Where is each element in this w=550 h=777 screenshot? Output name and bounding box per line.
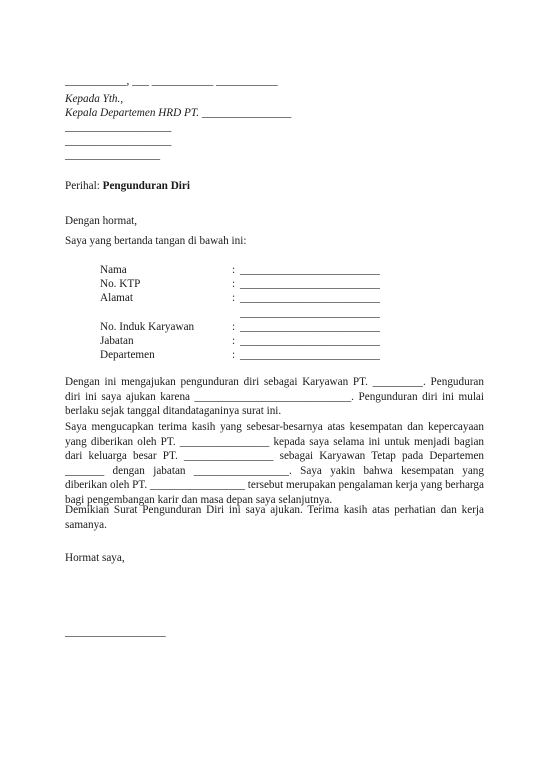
- intro-text: Saya yang bertanda tangan di bawah ini:: [65, 235, 247, 247]
- address-line-3: _________________: [65, 149, 161, 161]
- field-row-alamat-continued: [100, 306, 380, 321]
- field-separator: :: [232, 292, 236, 304]
- field-value: _________________________: [240, 278, 380, 290]
- field-value: _________________________: [240, 264, 380, 276]
- field-label: Departemen: [100, 349, 155, 361]
- field-separator: :: [232, 278, 236, 290]
- field-row-alamat: [100, 291, 380, 306]
- date-line: ___________, ___ ___________ ___________: [65, 75, 278, 87]
- field-row-no-induk: [100, 320, 380, 335]
- field-label: Jabatan: [100, 335, 134, 347]
- recipient-title: Kepala Departemen HRD PT. ________________: [65, 107, 292, 119]
- field-value: _________________________: [240, 335, 380, 347]
- sign-off: Hormat saya,: [65, 552, 125, 564]
- field-label: No. KTP: [100, 278, 141, 290]
- field-row-ktp: [100, 277, 380, 292]
- field-value: _________________________: [240, 307, 380, 319]
- body-paragraph-3: Demikian Surat Pengunduran Diri ini saya ajukan. Terima kasih atas perhatian dan kerja samanya.: [65, 504, 484, 531]
- field-separator: :: [232, 264, 236, 276]
- subject-label: Perihal:: [65, 180, 100, 192]
- field-label: Alamat: [100, 292, 133, 304]
- field-row-departemen: [100, 348, 380, 363]
- field-row-jabatan: [100, 334, 380, 349]
- recipient-greeting: Kepada Yth.,: [65, 93, 124, 105]
- field-label: No. Induk Karyawan: [100, 321, 195, 333]
- field-separator: :: [232, 349, 236, 361]
- subject-value: Pengunduran Diri: [102, 180, 190, 192]
- field-separator: :: [232, 321, 236, 333]
- field-value: _________________________: [240, 321, 380, 333]
- signature-line: __________________: [65, 626, 166, 638]
- field-value: _________________________: [240, 349, 380, 361]
- salutation: Dengan hormat,: [65, 215, 138, 227]
- body-paragraph-2: Saya mengucapkan terima kasih yang sebesar-besarnya atas kesempatan dan kepercayaan yang diberikan oleh PT. ________________ kepada saya selama ini untuk menjadi bagian dari keluarga besar PT. ________________ sebagai Karyawan Tetap pada Departemen _______ dengan jabatan _________________. Saya yakin bahwa kesempatan yang diberikan oleh PT. _________________ tersebut merupakan pengalaman kerja yang berharga bagi pengembangan karir dan masa depan saya selanjutnya.: [65, 421, 484, 506]
- field-value: _________________________: [240, 292, 380, 304]
- body-paragraph-1: Dengan ini mengajukan pengunduran diri sebagai Karyawan PT. _________. Penguduran diri ini saya ajukan karena ____________________________. Pengunduran diri ini mulai berlaku sejak tanggal ditandataganinya surat ini.: [65, 376, 484, 417]
- field-label: Nama: [100, 264, 127, 276]
- subject-line: [65, 179, 190, 194]
- field-row-nama: [100, 263, 380, 278]
- address-line-2: ___________________: [65, 135, 172, 147]
- address-line-1: ___________________: [65, 121, 172, 133]
- field-separator: :: [232, 335, 236, 347]
